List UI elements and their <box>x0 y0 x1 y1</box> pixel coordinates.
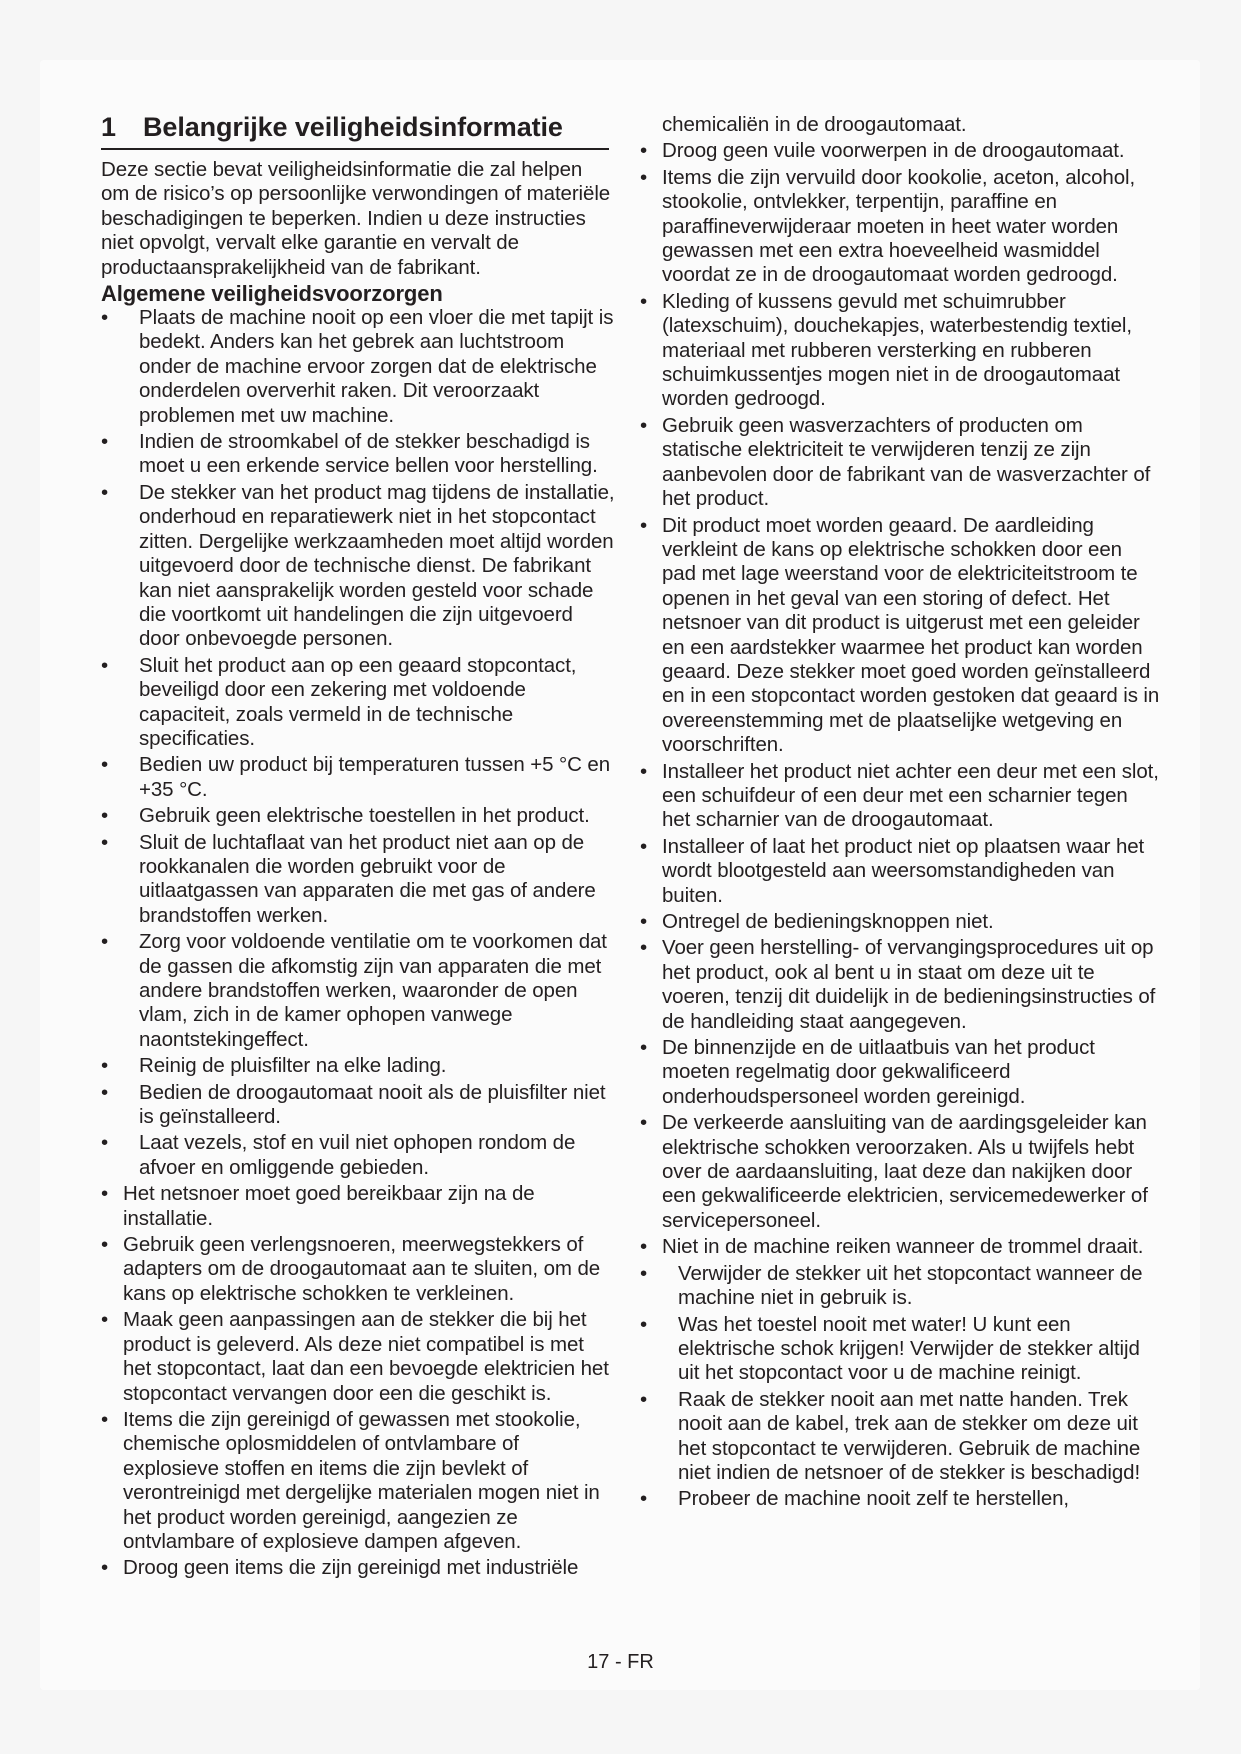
list-item <box>101 306 616 428</box>
list-item-text: Zorg voor voldoende ventilatie om te voorkomen dat de gassen die afkomstig zijn van apparaten die met andere brandstoffen werken, waaronder de open vlam, zich in de kamer ophopen vanwege naontstekingeffect. <box>139 930 607 1051</box>
list-item <box>640 1262 1160 1311</box>
list-item <box>640 166 1160 288</box>
list-item <box>101 481 616 652</box>
bullet-icon: • <box>101 1233 109 1257</box>
list-item-text: Gebruik geen wasverzachters of producten om statische elektriciteit te verwijderen tenzij ze zijn aanbevolen door de fabrikant van de wasverzachter of het product. <box>662 413 1151 511</box>
list-item-text: Sluit het product aan op een geaard stopcontact, beveiligd door een zekering met voldoende capaciteit, zoals vermeld in de technische specificaties. <box>139 653 577 750</box>
list-item <box>101 1054 616 1078</box>
list-item-text: Gebruik geen elektrische toestellen in het product. <box>139 804 590 828</box>
list-item <box>640 514 1160 758</box>
bullet-icon: • <box>101 753 109 777</box>
bullet-icon: • <box>101 930 109 954</box>
list-item <box>640 1313 1160 1386</box>
bullet-icon: • <box>640 413 648 437</box>
list-item-text: Verwijder de stekker uit het stopcontact wanneer de machine niet in gebruik is. <box>678 1261 1143 1310</box>
bullet-icon: • <box>640 1487 648 1511</box>
list-item <box>101 1182 616 1231</box>
subheading-general-precautions: Algemene veiligheidsvoorzorgen <box>101 281 443 307</box>
bullet-icon: • <box>640 1261 648 1285</box>
continued-text: chemicaliën in de droogautomaat. <box>662 113 967 136</box>
page-number-footer: 17 - FR <box>587 1651 654 1673</box>
list-item <box>101 1408 616 1554</box>
bullet-icon: • <box>640 834 648 858</box>
list-item <box>640 760 1160 833</box>
list-item <box>101 1556 616 1580</box>
bullet-icon: • <box>640 1235 648 1259</box>
list-item <box>640 1111 1160 1233</box>
list-item <box>640 910 1160 934</box>
list-item <box>101 1131 616 1180</box>
right-column <box>640 113 1160 1514</box>
bullet-icon: • <box>101 430 109 454</box>
bullet-icon: • <box>640 910 648 933</box>
left-bullet-list-wide <box>101 306 616 1180</box>
list-item-text: Kleding of kussens gevuld met schuimrubber (latexschuim), douchekapjes, waterbestendig textiel, materiaal met rubberen versterking en rubberen schuimkussentjes mogen niet in de droogautomaat worden gedroogd. <box>662 289 1132 411</box>
right-bullet-list-wide <box>640 1262 1160 1512</box>
list-item-text: Laat vezels, stof en vuil niet ophopen rondom de afvoer en omliggende gebieden. <box>139 1131 576 1179</box>
list-item <box>101 753 616 802</box>
intro-paragraph: Deze sectie bevat veiligheidsinformatie die zal helpen om de risico’s op persoonlijke verwondingen of materiële beschadigingen te beperken. Indien u deze instructies niet opvolgt, vervalt elke garantie en vervalt de productaansprakelijkheid van de fabrikant. <box>101 158 611 279</box>
bullet-icon: • <box>101 1054 109 1078</box>
bullet-icon: • <box>101 306 109 330</box>
section-title <box>101 110 609 150</box>
list-item <box>640 290 1160 412</box>
list-item <box>101 831 616 929</box>
list-item-text: Sluit de luchtaflaat van het product niet aan op de rookkanalen die worden gebruikt voor de uitlaatgassen van apparaten die met gas of andere brandstoffen werken. <box>139 830 596 927</box>
list-item <box>101 1308 616 1406</box>
bullet-icon: • <box>101 653 109 677</box>
list-item-text: Reinig de pluisfilter na elke lading. <box>139 1054 447 1078</box>
list-item-text: Plaats de machine nooit op een vloer die met tapijt is bedekt. Anders kan het gebrek aan luchtstroom onder de machine ervoor zorgen dat de elektrische onderdelen oververhit raken. Dit veroorzaakt problemen met uw machine. <box>139 306 614 427</box>
bullet-icon: • <box>640 139 648 163</box>
list-item-text: Indien de stroomkabel of de stekker beschadigd is moet u een erkende service bellen voor herstelling. <box>139 430 598 478</box>
list-item-text: Installeer het product niet achter een deur met een slot, een schuifdeur of een deur met een scharnier tegen het scharnier van de droogautomaat. <box>662 759 1159 832</box>
bullet-icon: • <box>640 289 648 313</box>
list-item-text: De binnenzijde en de uitlaatbuis van het product moeten regelmatig door gekwalificeerd onderhoudspersoneel worden gereinigd. <box>662 1036 1095 1108</box>
list-item-text: Droog geen items die zijn gereinigd met industriële <box>123 1556 579 1580</box>
list-item-text: Gebruik geen verlengsnoeren, meerwegstekkers of adapters om de droogautomaat aan te sluiten, om de kans op elektrische schokken te verkleinen. <box>123 1233 601 1305</box>
list-item <box>640 936 1160 1034</box>
right-bullet-list-narrow <box>640 139 1160 1259</box>
bullet-icon: • <box>640 1111 648 1135</box>
list-item-text: Was het toestel nooit met water! U kunt een elektrische schok krijgen! Verwijder de stekker altijd uit het stopcontact voor u de machine reinigt. <box>678 1312 1140 1385</box>
list-item <box>640 835 1160 908</box>
list-item-text: De verkeerde aansluiting van de aardingsgeleider kan elektrische schokken veroorzaken. Als u twijfels hebt over de aardaansluiting, laat deze dan nakijken door een gekwalificeerde elektricien, servicemedewerker of servicepersoneel. <box>662 1111 1148 1232</box>
list-item-text: Probeer de machine nooit zelf te herstellen, <box>678 1487 1070 1511</box>
list-item-text: Bedien de droogautomaat nooit als de pluisfilter niet is geïnstalleerd. <box>139 1080 606 1129</box>
list-item <box>101 1081 616 1130</box>
bullet-icon: • <box>101 1308 109 1332</box>
list-item-text: Bedien uw product bij temperaturen tussen +5 °C en +35 °C. <box>139 753 610 801</box>
bullet-icon: • <box>640 513 648 537</box>
bullet-icon: • <box>101 1556 109 1580</box>
list-item-text: Niet in de machine reiken wanneer de trommel draait. <box>662 1235 1144 1259</box>
list-item <box>101 654 616 752</box>
section-title-text: Belangrijke veiligheidsinformatie <box>143 112 563 142</box>
list-item-text: Droog geen vuile voorwerpen in de droogautomaat. <box>662 139 1125 163</box>
list-item <box>640 139 1160 163</box>
list-item-text: Voer geen herstelling- of vervangingsprocedures uit op het product, ook al bent u in staat om deze uit te voeren, tenzij dit duidelijk in de bedieningsinstructies of de handleiding staat aangegeven. <box>662 936 1156 1033</box>
list-item-text: Installeer of laat het product niet op plaatsen waar het wordt blootgesteld aan weersomstandigheden van buiten. <box>662 834 1145 907</box>
left-bullet-list-narrow <box>101 1182 616 1581</box>
bullet-icon: • <box>640 1387 648 1411</box>
list-item-text: Raak de stekker nooit aan met natte handen. Trek nooit aan de kabel, trek aan de stekker om deze uit het stopcontact te verwijderen. Gebruik de machine niet indien de netsnoer of de stekker is beschadigd! <box>678 1387 1141 1484</box>
list-item <box>640 1388 1160 1486</box>
bullet-icon: • <box>101 1080 109 1104</box>
section-number: 1 <box>101 112 116 142</box>
list-item-text: Items die zijn vervuild door kookolie, aceton, alcohol, stookolie, ontvlekker, terpentijn, paraffine en paraffineverwijderaar moeten in heet water worden gewassen met een extra hoeveelheid wasmiddel voordat ze in de droogautomaat worden gedroogd. <box>662 165 1136 287</box>
list-item <box>101 430 616 479</box>
list-item <box>640 1487 1160 1511</box>
list-item <box>101 1233 616 1306</box>
bullet-icon: • <box>640 936 648 960</box>
list-item-text: Ontregel de bedieningsknoppen niet. <box>662 910 994 933</box>
list-item <box>640 1235 1160 1259</box>
list-item <box>101 804 616 828</box>
bullet-icon: • <box>101 1182 109 1206</box>
bullet-icon: • <box>640 165 648 189</box>
list-item-text: Maak geen aanpassingen aan de stekker die bij het product is geleverd. Als deze niet compatibel is met het stopcontact, laat dan een bevoegde elektricien het stopcontact vervangen door een die geschikt is. <box>123 1308 609 1405</box>
list-item <box>101 930 616 1052</box>
bullet-icon: • <box>101 1131 109 1155</box>
list-item-text: Het netsnoer moet goed bereikbaar zijn na de installatie. <box>123 1182 535 1230</box>
list-item <box>640 1036 1160 1109</box>
left-column <box>101 110 616 1583</box>
list-item <box>640 414 1160 512</box>
list-item-text: Items die zijn gereinigd of gewassen met stookolie, chemische oplosmiddelen of ontvlambare of explosieve stoffen en items die zijn bevlekt of verontreinigd met dergelijke materialen mogen niet in het product worden gereinigd, aangezien ze ontvlambare of explosieve dampen afgeven. <box>123 1407 600 1553</box>
bullet-icon: • <box>101 830 109 854</box>
bullet-icon: • <box>640 1036 648 1060</box>
bullet-icon: • <box>640 759 648 783</box>
bullet-icon: • <box>101 804 109 828</box>
bullet-icon: • <box>640 1312 648 1336</box>
list-item-text: Dit product moet worden geaard. De aardleiding verkleint de kans op elektrische schokken door een pad met lage weerstand voor de elektriciteitstroom te openen in het geval van een storing of defect. Het netsnoer van dit product is uitgerust met een geleider en een aardstekker waarmee het product kan worden geaard. Deze stekker moet goed worden geïnstalleerd en in een stopcontact worden gestoken dat geaard is in overeenstemming met de plaatselijke wetgeving en voorschriften. <box>662 513 1160 757</box>
bullet-icon: • <box>101 1407 109 1431</box>
list-item-text: De stekker van het product mag tijdens de installatie, onderhoud en reparatiewerk niet in het stopcontact zitten. Dergelijke werkzaamheden moet altijd worden uitgevoerd door de technische dienst. De fabrikant kan niet aansprakelijk worden gesteld voor schade die voortkomt uit handelingen die zijn uitgevoerd door onbevoegde personen. <box>139 480 615 651</box>
bullet-icon: • <box>101 480 109 504</box>
